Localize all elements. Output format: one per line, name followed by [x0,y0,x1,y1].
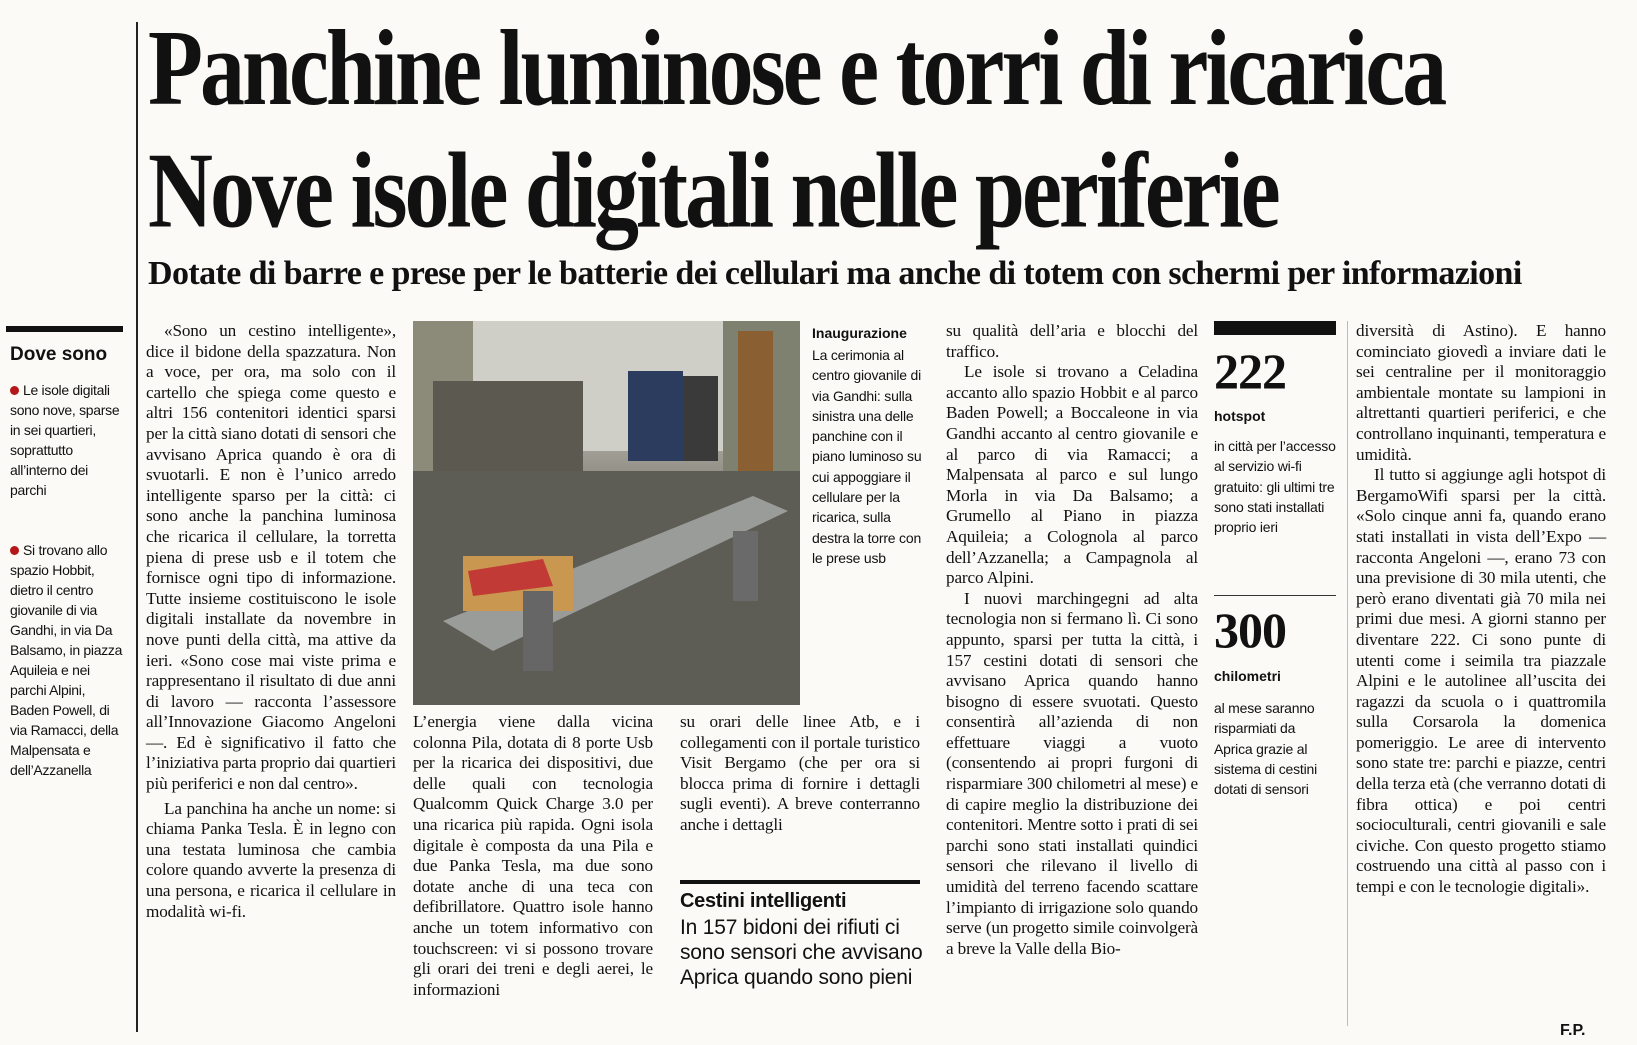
callout-body: In 157 bidoni dei rifiuti ci sono sensori che avvisano Aprica quando sono pieni [680,916,923,989]
stat-number-chilometri: 300 [1214,602,1286,658]
paragraph: Il tutto si aggiunge agli hotspot di BergamoWifi sparsi per la città. «Solo cinque anni fa, quando erano stati installati in vista dell’Expo — racconta Angeloni —, erano 73 con una previsione di 30 mila utenti, che però erano diventati già 70 mila nei primi due mesi. A giorni stanno per diventare 222. Ci sono punte di utenti come i seimila tra piazzale Alpini e le autolinee all’uscita dei ragazzi da scuola o i quattromila sulla Corsarola la domenica pomeriggio. Le aree di intervento sono state tre: parchi e piazze, centri della terza età (che verranno dotati di fibra ottica) e poi centri socioculturali, centri giovanili e sale civiche. Con questo progetto stiamo costruendo una città al passo con i tempi e con le tecnologie digitali». [1356,465,1606,897]
column-divider [1347,321,1348,1026]
photo-illustration [413,321,800,705]
author-signature: F.P. [1560,1022,1586,1039]
sidebar-bar [6,326,123,332]
bullet-icon [10,386,19,395]
sidebar-title: Dove sono [10,344,108,365]
article-column-2 [413,712,653,1000]
headline [148,8,1628,253]
callout-title: Cestini intelligenti [680,890,847,912]
paragraph: su orari delle linee Atb, e i collegamenti con il portale turistico Visit Bergamo (che per ora si blocca prima di fornire i dettagli sugli eventi). A breve conterranno anche i dettagli [680,712,920,834]
article-column-5 [1356,321,1606,898]
stat-desc-chilometri: al mese saranno risparmiati da Aprica grazie al sistema di cestini dotati di sensori [1214,700,1317,798]
paragraph: «Sono un cestino intelligente», dice il bidone della spazzatura. Non a voce, per ora, ma solo con il cartello che spiega come questo e altri 156 contenitori identici sparsi per la città siano dotati di sensori che avvisano Aprica quando è ora di svuotarli. E non è l’unico arredo intelligente sparso per la città: ci sono anche la panchina luminosa che ricarica il cellulare, la torretta piena di prese usb e il totem che fornisce ogni tipo di informazione. Tutte insieme costituiscono le isole digitali installate da novembre in nove punti della città, ma attive da ieri. «Sono cose mai viste prima e rappresentano il risultato di due anni di lavoro — racconta l’assessore all’Innovazione Giacomo Angeloni —. Ed è significativo il fatto che l’iniziativa parta proprio dai quartieri più periferici e non dal centro». [146,321,396,794]
stat-number-hotspot: 222 [1214,343,1286,399]
photo-caption-title: Inaugurazione [812,325,907,341]
paragraph: Le isole si trovano a Celadina accanto allo spazio Hobbit e al parco Baden Powell; a Boccaleone in via Gandhi accanto al centro giovanile e al parco di via Ramacci; a Malpensata al parco e sul lungo Morla in via Da Balsamo; a Grumello al Piano in piazza Aquileia; a Colognola al parco dell’Azzanella; a Campagnola al parco Alpini. [946,362,1198,588]
stat-desc-hotspot: in città per l’accesso al servizio wi-fi gratuito: gli ultimi tre sono stati installati proprio ieri [1214,438,1336,536]
bullet-icon [10,546,19,555]
article-column-3 [680,712,920,836]
photo-inaugurazione [413,321,800,705]
article-column-1 [146,321,396,922]
subheadline: Dotate di barre e prese per le batterie dei cellulari ma anche di totem con schermi per informazioni [148,255,1522,292]
paragraph: La panchina ha anche un nome: si chiama Panka Tesla. È in legno con una testata luminosa che cambia colore quando avverte la presenza di una persona, e ricarica il cellulare in modalità wi-fi. [146,798,396,921]
sidebar-item-1 [10,380,126,500]
stats-divider [1214,595,1336,596]
paragraph: su qualità dell’aria e blocchi del traffico. [946,321,1198,361]
stats-bar [1214,321,1336,335]
stat-unit-hotspot: hotspot [1214,408,1266,424]
headline-line-2: Nove isole digitali nelle periferie [148,131,1278,251]
stat-unit-chilometri: chilometri [1214,668,1281,684]
sidebar-item-text: Si trovano allo spazio Hobbit, dietro il centro giovanile di via Gandhi, in via Da Balsamo, in piazza Aquileia e nei parchi Alpini, Baden Powell, di via Ramacci, della Malpensata e dell’Azzanella [10,542,123,778]
photo-caption-body: La cerimonia al centro giovanile di via Gandhi: sulla sinistra una delle panchine con il piano luminoso su cui appoggiare il cellulare per la ricarica, sulla destra la torre con le prese usb [812,347,922,566]
vertical-rule [136,22,138,1032]
paragraph: diversità di Astino). E hanno cominciato giovedì a inviare dati le sei centraline per il monitoraggio ambientale montate su lampioni in altrettanti quartieri periferici, e che controllano inquinanti, temperatura e umidità. [1356,321,1606,464]
callout-rule [680,880,920,884]
article-column-4 [946,321,1198,959]
sidebar-item-text: Le isole digitali sono nove, sparse in sei quartieri, soprattutto all’interno dei parchi [10,382,120,498]
sidebar-item-2 [10,540,126,780]
headline-line-1: Panchine luminose e torri di ricarica [148,9,1445,129]
paragraph: L’energia viene dalla vicina colonna Pila, dotata di 8 porte Usb per la ricarica dei dispositivi, due delle quali con tecnologia Qualcomm Quick Charge 3.0 per una ricarica più rapida. Ogni isola digitale è composta da una Pila e due Panka Tesla, ma due sono dotate anche di una teca con defibrillatore. Quattro isole hanno anche un totem informativo con touchscreen: vi si possono trovare gli orari dei treni e degli aerei, le informazioni [413,712,653,999]
paragraph: I nuovi marchingegni ad alta tecnologia non si fermano lì. Ci sono appunto, sparsi per tutta la città, i 157 cestini dotati di sensori che avvisano Aprica quando hanno bisogno di essere svuotati. Questo consentirà all’azienda di non effettuare viaggi a vuoto (consentendo ai propri furgoni di risparmiare 300 chilometri al mese) e di capire meglio la distribuzione dei contenitori. Mentre sotto i prati di sei parchi sono stati installati quindici sensori che rilevano il livello di umidità del terreno facendo scattare l’impianto di irrigazione solo quando serve (un progetto simile coinvolgerà a breve la Valle della Bio- [946,588,1198,958]
